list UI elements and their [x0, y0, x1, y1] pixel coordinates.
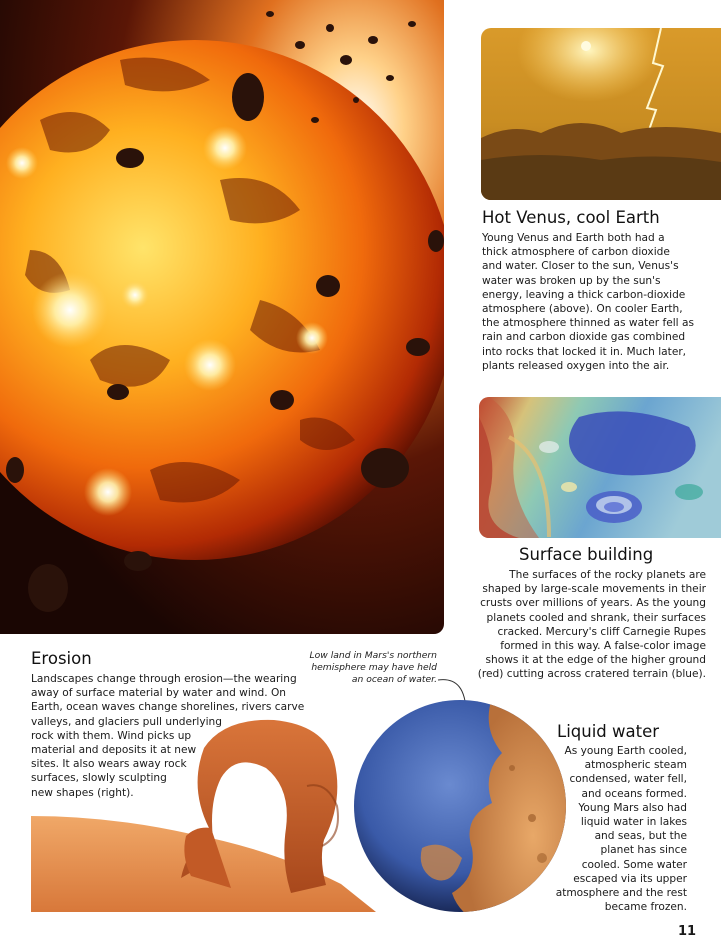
mars-caption-line: Low land in Mars's northern: [309, 650, 437, 661]
erosion-line: away of surface material by water and wind. On: [31, 687, 287, 700]
surface-line: shows it at the edge of the higher ground: [485, 654, 706, 667]
liquid-line: atmosphere and the rest: [555, 887, 687, 900]
surface-line: shaped by large-scale movements in their: [482, 583, 706, 596]
liquid-line: atmospheric steam: [584, 759, 687, 772]
venus-line: the atmosphere thinned as water fell as: [482, 317, 694, 330]
erosion-line: rock with them. Wind picks up: [31, 729, 192, 742]
liquid-line: planet has since: [600, 844, 687, 857]
venus-line: energy, leaving a thick carbon-dioxide: [482, 288, 686, 301]
mars-caption-line: an ocean of water.: [351, 674, 437, 685]
liquid-water-body-text: [507, 744, 687, 914]
mercury-false-color-image: [479, 397, 721, 538]
liquid-line: cooled. Some water: [581, 858, 687, 871]
surface-line: planets cooled and shrank, their surfaces: [486, 611, 706, 624]
erosion-line: Landscapes change through erosion—the wearing: [31, 673, 297, 685]
erosion-line: material and deposits it at new: [31, 744, 197, 757]
liquid-line: escaped via its upper: [573, 872, 687, 885]
erosion-line: valleys, and glaciers pull underlying: [31, 715, 222, 728]
mars-caption-line: hemisphere may have held: [311, 662, 437, 673]
rock-arch-image: [31, 718, 376, 912]
erosion-line: sites. It also wears away rock: [31, 758, 187, 771]
liquid-line: Young Mars also had: [578, 801, 687, 814]
surface-line: The surfaces of the rocky planets are: [509, 569, 706, 581]
venus-line: water was broken up by the sun's: [482, 274, 661, 287]
liquid-line: and seas, but the: [594, 830, 687, 843]
liquid-line: condensed, water fell,: [569, 773, 687, 786]
venus-surface-image: [481, 28, 721, 200]
venus-line: atmosphere (above). On cooler Earth,: [482, 303, 683, 316]
surface-heading: Surface building: [519, 545, 654, 564]
page-number: 11: [678, 924, 697, 939]
molten-earth-image: [0, 0, 444, 634]
erosion-heading: Erosion: [31, 649, 92, 668]
venus-line: Young Venus and Earth both had a: [482, 232, 665, 244]
liquid-line: liquid water in lakes: [580, 816, 687, 829]
liquid-line: and oceans formed.: [581, 787, 687, 800]
venus-line: into rocks that locked it in. Much later,: [482, 345, 687, 358]
venus-line: rain and carbon dioxide gas combined: [482, 331, 686, 344]
erosion-line: surfaces, slowly sculpting: [31, 772, 167, 785]
venus-line: and water. Closer to the sun, Venus's: [482, 260, 679, 273]
liquid-line: As young Earth cooled,: [564, 745, 687, 757]
venus-line: thick atmosphere of carbon dioxide: [482, 246, 670, 259]
mars-caption: [296, 650, 437, 686]
venus-heading: Hot Venus, cool Earth: [482, 208, 660, 227]
erosion-line: Earth, ocean waves change shorelines, rivers carve: [31, 701, 305, 714]
surface-line: (red) cutting across cratered terrain (blue).: [477, 668, 706, 681]
surface-body-text: [466, 568, 706, 682]
surface-line: formed in this way. A false-color image: [500, 640, 706, 653]
surface-line: crusts over millions of years. As the young: [480, 597, 706, 610]
venus-line: plants released oxygen into the air.: [482, 359, 670, 372]
liquid-water-heading: Liquid water: [557, 722, 660, 741]
liquid-line: became frozen.: [604, 901, 687, 914]
surface-line: cracked. Mercury's cliff Carnegie Rupes: [497, 625, 706, 638]
venus-body-text: [482, 231, 718, 373]
erosion-line: new shapes (right).: [31, 786, 134, 799]
